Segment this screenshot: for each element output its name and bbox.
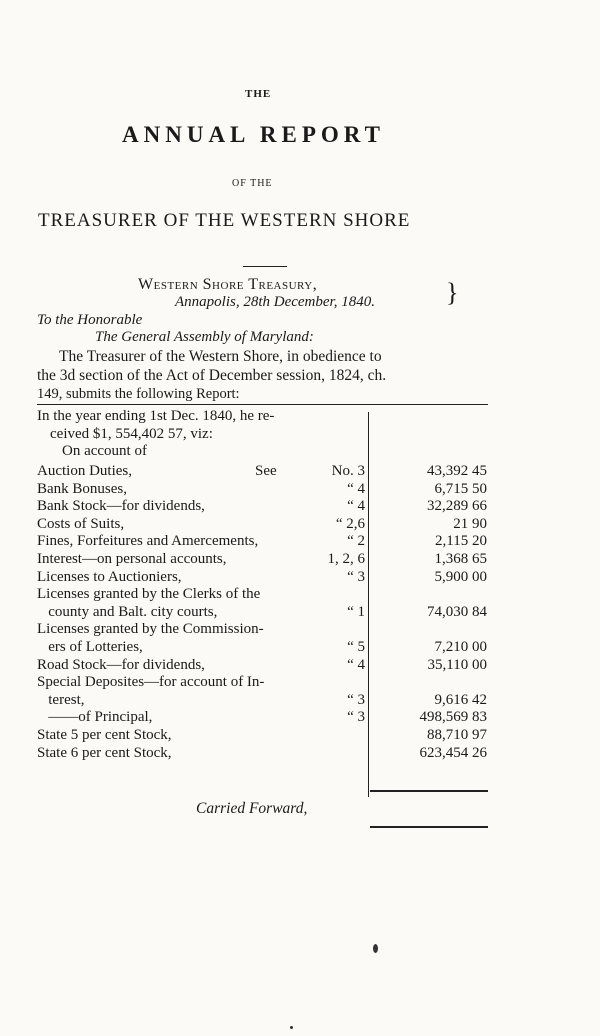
table-row (37, 604, 487, 620)
entry-ref: “ 3 (347, 691, 365, 708)
carried-rule (370, 826, 488, 828)
table-row (37, 533, 487, 549)
entry-see: See (255, 463, 277, 479)
table-top-rule (37, 404, 488, 405)
intro-line-1: The Treasurer of the Western Shore, in obedience to (59, 348, 382, 365)
entry-label: Interest—on personal accounts, (37, 551, 227, 567)
entry-label: Auction Duties, (37, 463, 132, 479)
statement-line-1: In the year ending 1st Dec. 1840, he re- (37, 408, 275, 424)
entry-ref: “ 3 (347, 709, 365, 726)
entry-amount: 1,368 65 (434, 551, 487, 567)
entry-label: Bank Bonuses, (37, 480, 127, 497)
table-row (37, 745, 487, 761)
entry-label: ——of Principal, (37, 709, 153, 726)
ink-speck (290, 1026, 293, 1029)
entry-label: Road Stock—for dividends, (37, 656, 205, 673)
carried-forward: Carried Forward, (196, 800, 308, 817)
entry-amount: 6,715 50 (434, 480, 487, 497)
entry-label: Licenses granted by the Clerks of the (37, 586, 261, 603)
entry-label: county and Balt. city courts, (37, 603, 218, 620)
entry-amount: 21 90 (453, 515, 487, 532)
statement-line-2: ceived $1, 554,402 57, viz: (50, 426, 213, 442)
header-the: THE (245, 88, 272, 100)
entry-amount: 88,710 97 (427, 727, 487, 743)
intro-line-3: 149, submits the following Report: (37, 386, 240, 402)
place-date-line: Annapolis, 28th December, 1840. (175, 294, 375, 310)
table-row (37, 551, 487, 567)
entry-amount: 5,900 00 (434, 568, 487, 585)
title-annual-report: ANNUAL REPORT (122, 122, 385, 147)
title-treasurer: TREASURER OF THE WESTERN SHORE (38, 210, 411, 231)
entry-amount: 9,616 42 (434, 691, 487, 708)
entry-amount: 7,210 00 (434, 639, 487, 655)
table-row (37, 621, 487, 637)
assembly-line: The General Assembly of Maryland: (95, 329, 314, 345)
table-row (37, 516, 487, 532)
entry-label: Special Deposites—for account of In- (37, 674, 265, 691)
table-row (37, 709, 487, 725)
table-row (37, 674, 487, 690)
entry-amount: 35,110 00 (427, 656, 487, 673)
table-row (37, 639, 487, 655)
short-divider (243, 266, 287, 267)
entry-label: State 6 per cent Stock, (37, 744, 172, 761)
entry-amount: 43,392 45 (427, 463, 487, 479)
entry-amount: 2,115 20 (435, 533, 487, 550)
entry-label: Licenses granted by the Commission- (37, 621, 264, 638)
entry-amount: 32,289 66 (427, 498, 487, 515)
table-row (37, 463, 487, 479)
table-row (37, 727, 487, 743)
entry-ref: No. 3 (331, 463, 365, 479)
header-of-the: OF THE (232, 178, 273, 189)
office-line: Western Shore Treasury, (138, 276, 318, 293)
entry-ref: “ 4 (347, 656, 365, 673)
entry-label: State 5 per cent Stock, (37, 727, 172, 743)
entry-ref: “ 3 (347, 568, 365, 585)
intro-line-2: the 3d section of the Act of December session, 1824, ch. (37, 367, 387, 384)
table-row (37, 586, 487, 602)
entry-amount: 74,030 84 (427, 603, 487, 620)
table-row (37, 692, 487, 708)
total-rule (370, 790, 488, 792)
ink-speck (373, 944, 378, 953)
entry-label: Licenses to Auctioniers, (37, 568, 182, 585)
statement-line-3: On account of (62, 443, 147, 459)
entry-label: ers of Lotteries, (37, 639, 143, 655)
entry-label: Fines, Forfeitures and Amercements, (37, 533, 259, 550)
table-row (37, 481, 487, 497)
table-row (37, 569, 487, 585)
salutation: To the Honorable (37, 312, 143, 328)
entry-amount: 623,454 26 (419, 744, 487, 761)
entry-ref: “ 2,6 (335, 515, 365, 532)
entry-amount: 498,569 83 (419, 709, 487, 726)
entry-ref: 1, 2, 6 (327, 551, 365, 567)
entry-label: Bank Stock—for dividends, (37, 498, 205, 515)
entry-ref: “ 1 (347, 603, 365, 620)
entry-label: terest, (37, 691, 85, 708)
entry-label: Costs of Suits, (37, 515, 125, 532)
entry-ref: “ 5 (347, 639, 365, 655)
entry-ref: “ 2 (347, 533, 365, 550)
entry-ref: “ 4 (347, 498, 365, 515)
entry-ref: “ 4 (347, 480, 365, 497)
table-row (37, 498, 487, 514)
brace: } (446, 278, 459, 307)
table-row (37, 657, 487, 673)
